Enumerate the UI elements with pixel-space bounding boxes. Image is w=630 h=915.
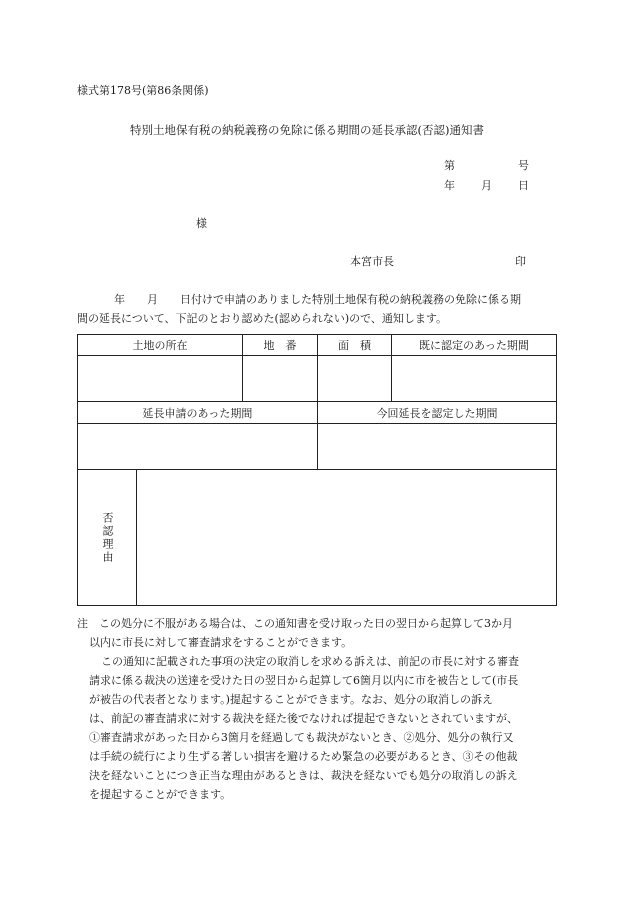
header-extension-applied-period: 延長申請のあった期間 bbox=[77, 401, 318, 424]
header-extension-approved-period: 今回延長を認定した期間 bbox=[317, 401, 557, 424]
note-line-7: ①審査請求があった日から3箇月を経過しても裁決がないとき、②処分、処分の執行又 bbox=[89, 731, 514, 744]
header-prior-approved-period: 既に認定のあった期間 bbox=[391, 334, 557, 356]
cell-lot-number bbox=[242, 355, 318, 402]
cell-extension-applied-period bbox=[77, 423, 318, 470]
header-denial-reason bbox=[77, 469, 137, 606]
notice-body-line-1 bbox=[77, 290, 557, 309]
cell-land-location bbox=[77, 355, 243, 402]
form-number: 様式第178号(第86条関係) bbox=[77, 84, 209, 97]
note-line-2: 以内に市長に対して審査請求をすることができます。 bbox=[89, 636, 353, 649]
note-line-8: は手続の続行により生ずる著しい損害を避けるため緊急の必要があるとき、③その他裁 bbox=[89, 750, 518, 763]
note-line-5: が被告の代表者となります。)提起することができます。なお、処分の取消しの訴え bbox=[89, 693, 494, 706]
note-line-1: 注 この処分に不服がある場合は、この通知書を受け取った日の翌日から起算して3か月 bbox=[77, 617, 513, 630]
document-number-suffix: 号 bbox=[518, 159, 529, 172]
note-line-10: を提起することができます。 bbox=[89, 788, 232, 801]
cell-extension-approved-period bbox=[317, 423, 557, 470]
date-day-label: 日 bbox=[518, 179, 529, 192]
note-line-9: 決を経ないことにつき正当な理由があるときは、裁決を経ないでも処分の取消しの訴え bbox=[89, 769, 518, 782]
header-lot-number: 地 番 bbox=[242, 334, 318, 356]
cell-area bbox=[317, 355, 392, 402]
note-line-3: この通知に記載された事項の決定の取消しを求める訴えは、前記の市長に対する審査 bbox=[101, 655, 519, 668]
note-line-4: 請求に係る裁決の送達を受けた日の翌日から起算して6箇月以内に市を被告として(市長 bbox=[89, 674, 519, 687]
document-title: 特別土地保有税の納税義務の免除に係る期間の延長承認(否認)通知書 bbox=[130, 123, 484, 137]
date-month-label: 月 bbox=[481, 179, 492, 192]
application-day-text: 日付けで申請のありました特別土地保有税の納税義務の免除に係る期 bbox=[180, 293, 521, 306]
application-month-label: 月 bbox=[147, 293, 158, 306]
cell-denial-reason bbox=[136, 469, 557, 606]
cell-prior-approved-period bbox=[391, 355, 557, 402]
application-year-label: 年 bbox=[114, 293, 125, 306]
seal-mark: 印 bbox=[515, 255, 526, 268]
addressee-honorific: 様 bbox=[196, 217, 207, 230]
legal-notes bbox=[77, 614, 557, 804]
date-year-label: 年 bbox=[444, 179, 455, 192]
denial-reason-label: 否認理由 bbox=[101, 511, 114, 564]
header-land-location: 土地の所在 bbox=[77, 334, 243, 356]
notice-body-line-2: 間の延長について、下記のとおり認めた(認められない)ので、通知します。 bbox=[77, 312, 448, 325]
header-area: 面 積 bbox=[317, 334, 392, 356]
notice-body bbox=[77, 290, 557, 328]
land-period-table bbox=[77, 334, 557, 606]
document-number-prefix: 第 bbox=[444, 159, 455, 172]
sender-name: 本宮市長 bbox=[350, 255, 394, 268]
note-line-6: は、前記の審査請求に対する裁決を経た後でなければ提起できないとされていますが、 bbox=[89, 712, 518, 725]
